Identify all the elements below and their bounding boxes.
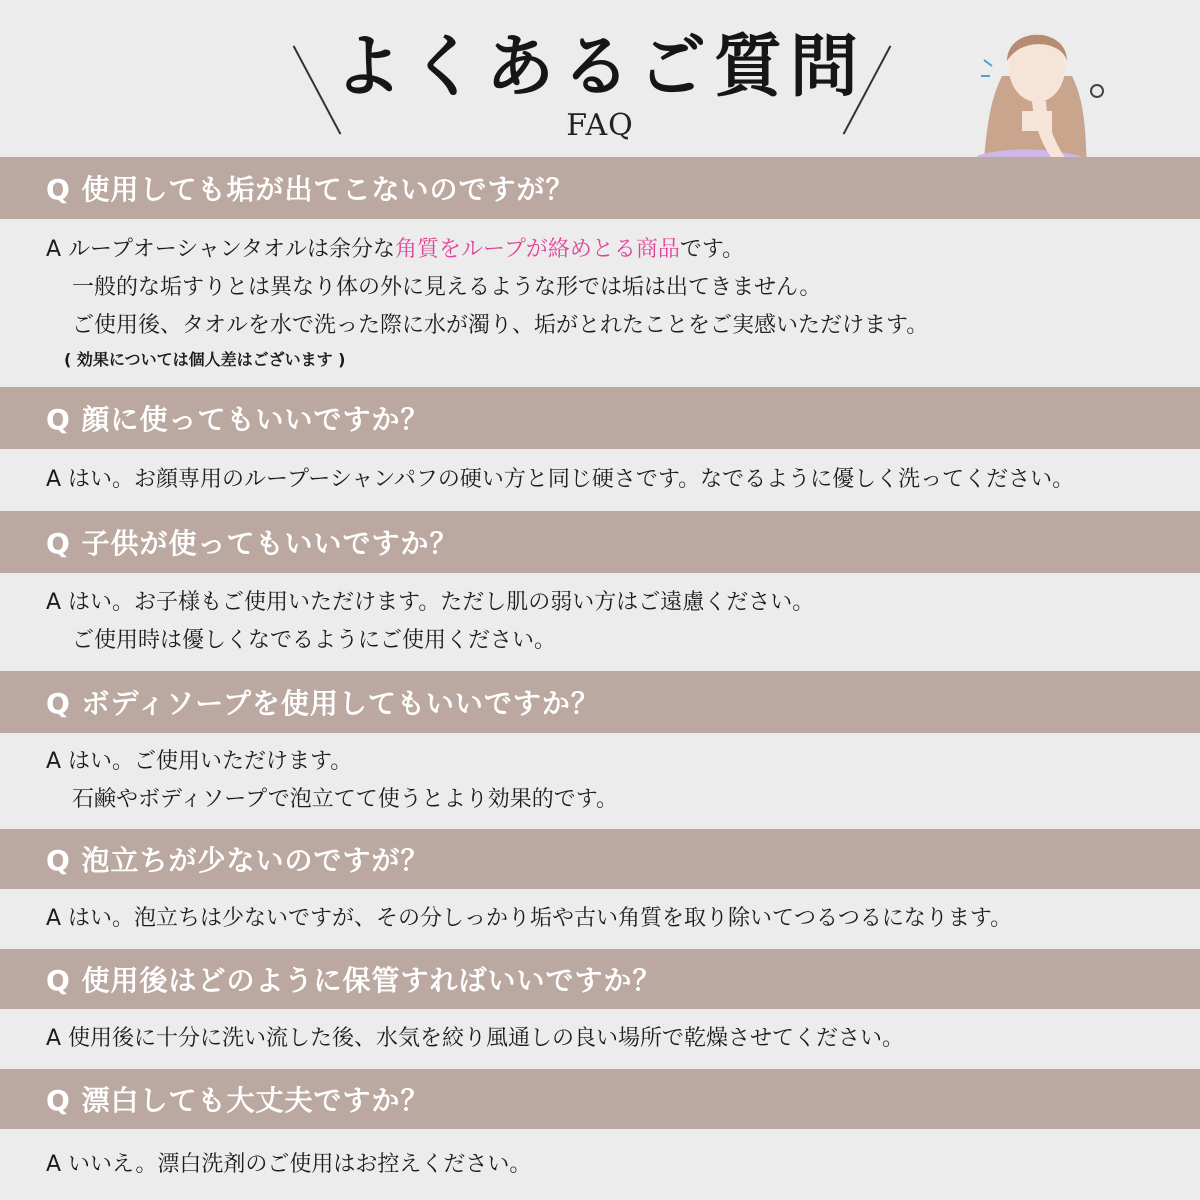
question-4: Q ボディソープを使用してもいいですか？ — [0, 671, 1200, 733]
faq-list — [0, 157, 1200, 1200]
page-subtitle: FAQ — [566, 108, 634, 143]
answer-4-line-1: A はい。ご使用いただけます。 — [46, 749, 353, 774]
question-7: Q 漂白しても大丈夫ですか？ — [0, 1069, 1200, 1129]
answer-3 — [0, 573, 1200, 671]
question-1: Q 使用しても垢が出てこないのですが？ — [0, 157, 1200, 219]
answer-2 — [0, 449, 1200, 511]
answer-5-line-1: A はい。泡立ちは少ないですが、その分しっかり垢や古い角質を取り除いてつるつるになります。 — [46, 906, 1013, 931]
question-5: Q 泡立ちが少ないのですが？ — [0, 829, 1200, 889]
answer-3-line-2: ご使用時は優しくなでるようにご使用ください。 — [72, 628, 557, 653]
question-6: Q 使用後はどのように保管すればいいですか？ — [0, 949, 1200, 1009]
answer-1-line-2: 一般的な垢すりとは異なり体の外に見えるような形では垢は出てきません。 — [72, 275, 822, 300]
answer-1-note: ( 効果については個人差はございます ) — [64, 350, 346, 369]
page-title: よくあるご質問 — [333, 28, 866, 107]
answer-1 — [0, 219, 1200, 387]
answer-1-line-3: ご使用後、タオルを水で洗った際に水が濁り、垢がとれたことをご実感いただけます。 — [72, 313, 929, 338]
answer-1-text-post: です。 — [679, 237, 745, 262]
answer-6-line-1: A 使用後に十分に洗い流した後、水気を絞り風通しの良い場所で乾燥させてください。 — [46, 1026, 905, 1051]
question-2: Q 顔に使ってもいいですか？ — [0, 387, 1200, 449]
answer-3-line-1: A はい。お子様もご使用いただけます。ただし肌の弱い方はご遠慮ください。 — [46, 590, 815, 615]
answer-1-line-1 — [46, 231, 1200, 269]
answer-7 — [0, 1129, 1200, 1200]
answer-5 — [0, 889, 1200, 949]
question-3: Q 子供が使ってもいいですか？ — [0, 511, 1200, 573]
answer-2-line-1: A はい。お顔専用のループーシャンパフの硬い方と同じ硬さです。なでるように優しく洗ってください。 — [46, 467, 1075, 492]
answer-1-text-pre: A ループオーシャンタオルは余分な — [46, 237, 395, 262]
answer-4-line-2: 石鹸やボディソープで泡立てて使うとより効果的です。 — [72, 787, 619, 812]
answer-4 — [0, 733, 1200, 829]
answer-7-line-1: A いいえ。漂白洗剤のご使用はお控えください。 — [46, 1151, 532, 1177]
answer-6 — [0, 1009, 1200, 1069]
answer-1-highlight: 角質をループが絡めとる商品 — [394, 237, 680, 262]
